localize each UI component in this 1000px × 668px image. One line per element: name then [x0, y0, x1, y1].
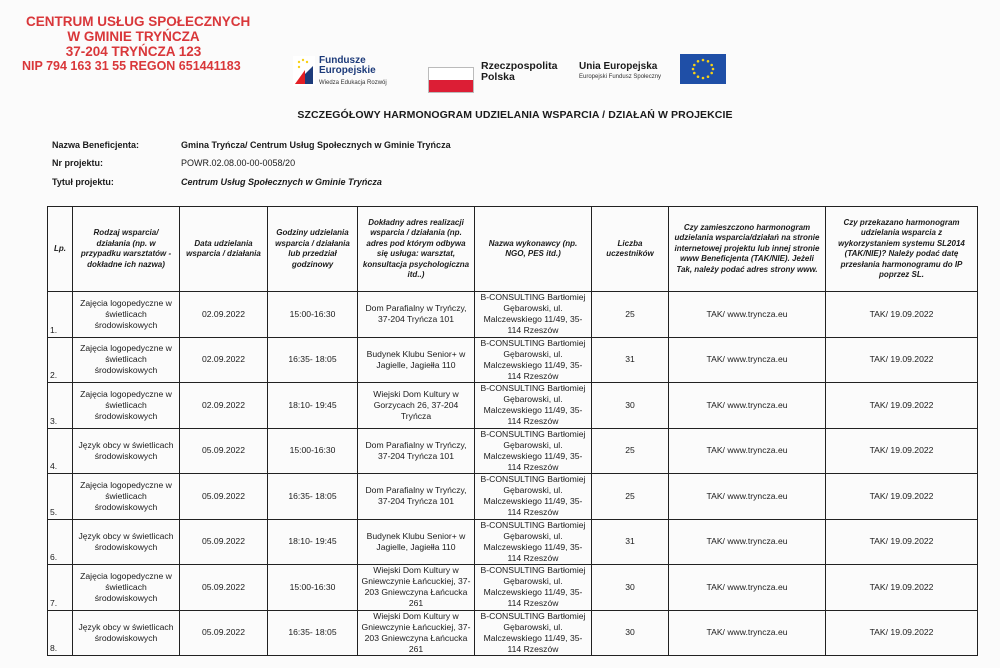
schedule-table — [47, 206, 978, 656]
cell-address: Wiejski Dom Kultury w Gorzycach 26, 37-204 Tryńcza — [358, 383, 475, 429]
cell-address: Wiejski Dom Kultury w Gniewczynie Łańcuckiej, 37-203 Gniewczyna Łańcucka 261 — [358, 610, 475, 656]
cell-count: 25 — [592, 474, 669, 520]
header-hours: Godziny udzielania wsparcia / działania lub przedział godzinowy — [268, 207, 358, 292]
cell-hours: 18:10- 19:45 — [268, 383, 358, 429]
header-address: Dokładny adres realizacji wsparcia / działania (np. adres pod którym odbywa się usługa: warsztat, konsultacja psychologiczna itd..) — [358, 207, 475, 292]
beneficiary-label: Nazwa Beneficjenta: — [52, 140, 140, 150]
cell-date: 05.09.2022 — [180, 474, 268, 520]
header-executor: Nazwa wykonawcy (np. NGO, PES itd.) — [475, 207, 592, 292]
cell-address: Dom Parafialny w Tryńczy, 37-204 Tryńcza 101 — [358, 292, 475, 338]
cell-www: TAK/ www.tryncza.eu — [669, 292, 826, 338]
table-row — [48, 519, 978, 565]
cell-count: 30 — [592, 610, 669, 656]
cell-hours: 15:00-16:30 — [268, 565, 358, 611]
polish-flag-icon — [428, 67, 474, 93]
stamp-line-4: NIP 794 163 31 55 REGON 651441183 — [22, 59, 241, 73]
header-count: Liczba uczestników — [592, 207, 669, 292]
stamp-line-1: CENTRUM USŁUG SPOŁECZNYCH — [26, 14, 251, 29]
cell-sl: TAK/ 19.09.2022 — [826, 565, 978, 611]
stamp-line-2: W GMINIE TRYŃCZA — [67, 29, 200, 44]
fundusze-europejskie-icon — [293, 56, 315, 86]
header-sl: Czy przekazano harmonogram udzielania wsparcia z wykorzystaniem systemu SL2014 (TAK/NIE)? Należy podać datę przesłania harmonogramu do IP poprzez SL. — [826, 207, 978, 292]
cell-hours: 15:00-16:30 — [268, 292, 358, 338]
cell-lp: 6. — [48, 519, 73, 565]
cell-executor: B-CONSULTING Bartłomiej Gębarowski, ul. Malczewskiego 11/49, 35-114 Rzeszów — [475, 474, 592, 520]
cell-count: 25 — [592, 292, 669, 338]
fe-title-1: Fundusze — [319, 55, 366, 66]
cell-type: Język obcy w świetlicach środowiskowych — [73, 428, 180, 474]
cell-sl: TAK/ 19.09.2022 — [826, 383, 978, 429]
cell-executor: B-CONSULTING Bartłomiej Gębarowski, ul. Malczewskiego 11/49, 35-114 Rzeszów — [475, 610, 592, 656]
cell-date: 02.09.2022 — [180, 337, 268, 383]
cell-type: Zajęcia logopedyczne w świetlicach środowiskowych — [73, 474, 180, 520]
beneficiary-value: Gmina Tryńcza/ Centrum Usług Społecznych w Gminie Tryńcza — [181, 140, 451, 150]
cell-lp: 7. — [48, 565, 73, 611]
table-row — [48, 337, 978, 383]
cell-type: Zajęcia logopedyczne w świetlicach środowiskowych — [73, 292, 180, 338]
table-row — [48, 474, 978, 520]
cell-sl: TAK/ 19.09.2022 — [826, 519, 978, 565]
table-row — [48, 428, 978, 474]
document-title: SZCZEGÓŁOWY HARMONOGRAM UDZIELANIA WSPARCIA / DZIAŁAŃ W PROJEKCIE — [297, 109, 733, 121]
cell-lp: 8. — [48, 610, 73, 656]
ue-title: Unia Europejska — [579, 61, 658, 72]
institution-stamp — [22, 14, 251, 74]
rp-title-1: Rzeczpospolita — [481, 60, 558, 72]
cell-lp: 5. — [48, 474, 73, 520]
cell-www: TAK/ www.tryncza.eu — [669, 428, 826, 474]
cell-date: 05.09.2022 — [180, 610, 268, 656]
cell-sl: TAK/ 19.09.2022 — [826, 428, 978, 474]
cell-lp: 2. — [48, 337, 73, 383]
cell-hours: 15:00-16:30 — [268, 428, 358, 474]
funding-logos — [293, 54, 733, 94]
ue-subtitle: Europejski Fundusz Społeczny — [579, 74, 662, 80]
cell-address: Budynek Klubu Senior+ w Jagielle, Jagiełła 110 — [358, 519, 475, 565]
stamp-line-3: 37-204 TRYŃCZA 123 — [65, 44, 202, 59]
cell-count: 31 — [592, 519, 669, 565]
header-date: Data udzielania wsparcia / działania — [180, 207, 268, 292]
table-row — [48, 292, 978, 338]
fe-text — [319, 56, 387, 88]
cell-sl: TAK/ 19.09.2022 — [826, 292, 978, 338]
cell-executor: B-CONSULTING Bartłomiej Gębarowski, ul. Malczewskiego 11/49, 35-114 Rzeszów — [475, 337, 592, 383]
table-row — [48, 565, 978, 611]
cell-executor: B-CONSULTING Bartłomiej Gębarowski, ul. Malczewskiego 11/49, 35-114 Rzeszów — [475, 565, 592, 611]
cell-www: TAK/ www.tryncza.eu — [669, 565, 826, 611]
cell-type: Język obcy w świetlicach środowiskowych — [73, 610, 180, 656]
cell-address: Dom Parafialny w Tryńczy, 37-204 Tryńcza 101 — [358, 474, 475, 520]
cell-www: TAK/ www.tryncza.eu — [669, 337, 826, 383]
project-no-label: Nr projektu: — [52, 158, 104, 168]
cell-executor: B-CONSULTING Bartłomiej Gębarowski, ul. Malczewskiego 11/49, 35-114 Rzeszów — [475, 292, 592, 338]
cell-date: 02.09.2022 — [180, 383, 268, 429]
cell-lp: 1. — [48, 292, 73, 338]
table-header-row — [48, 207, 978, 292]
fe-title-2: Europejskie — [319, 65, 376, 76]
cell-date: 05.09.2022 — [180, 519, 268, 565]
rp-text — [481, 61, 557, 83]
table-row — [48, 610, 978, 656]
eu-flag-icon — [680, 54, 726, 84]
cell-www: TAK/ www.tryncza.eu — [669, 610, 826, 656]
cell-lp: 3. — [48, 383, 73, 429]
cell-sl: TAK/ 19.09.2022 — [826, 337, 978, 383]
header-lp: Lp. — [48, 207, 73, 292]
cell-date: 02.09.2022 — [180, 292, 268, 338]
cell-type: Zajęcia logopedyczne w świetlicach środowiskowych — [73, 383, 180, 429]
cell-hours: 16:35- 18:05 — [268, 337, 358, 383]
cell-hours: 16:35- 18:05 — [268, 474, 358, 520]
cell-count: 30 — [592, 383, 669, 429]
fe-subtitle: Wiedza Edukacja Rozwój — [319, 80, 387, 86]
rp-title-2: Polska — [481, 71, 515, 83]
cell-www: TAK/ www.tryncza.eu — [669, 474, 826, 520]
cell-address: Dom Parafialny w Tryńczy, 37-204 Tryńcza 101 — [358, 428, 475, 474]
header-type: Rodzaj wsparcia/ działania (np. w przypadku warsztatów - dokładne ich nazwa) — [73, 207, 180, 292]
table-row — [48, 383, 978, 429]
project-no-value: POWR.02.08.00-00-0058/20 — [181, 158, 296, 168]
cell-www: TAK/ www.tryncza.eu — [669, 383, 826, 429]
cell-lp: 4. — [48, 428, 73, 474]
project-title-value: Centrum Usług Społecznych w Gminie Tryńcza — [181, 177, 382, 187]
cell-www: TAK/ www.tryncza.eu — [669, 519, 826, 565]
cell-count: 31 — [592, 337, 669, 383]
cell-executor: B-CONSULTING Bartłomiej Gębarowski, ul. Malczewskiego 11/49, 35-114 Rzeszów — [475, 428, 592, 474]
cell-date: 05.09.2022 — [180, 428, 268, 474]
cell-count: 30 — [592, 565, 669, 611]
header-www: Czy zamieszczono harmonogram udzielania wsparcia/działań na stronie internetowej projektu lub innej stronie www Beneficjenta (TAK/NIE). Jeżeli Tak, należy podać adres strony www. — [669, 207, 826, 292]
cell-hours: 16:35- 18:05 — [268, 610, 358, 656]
cell-type: Język obcy w świetlicach środowiskowych — [73, 519, 180, 565]
cell-count: 25 — [592, 428, 669, 474]
cell-sl: TAK/ 19.09.2022 — [826, 610, 978, 656]
cell-type: Zajęcia logopedyczne w świetlicach środowiskowych — [73, 565, 180, 611]
cell-sl: TAK/ 19.09.2022 — [826, 474, 978, 520]
cell-address: Budynek Klubu Senior+ w Jagielle, Jagiełła 110 — [358, 337, 475, 383]
cell-type: Zajęcia logopedyczne w świetlicach środowiskowych — [73, 337, 180, 383]
cell-address: Wiejski Dom Kultury w Gniewczynie Łańcuckiej, 37-203 Gniewczyna Łańcucka 261 — [358, 565, 475, 611]
cell-executor: B-CONSULTING Bartłomiej Gębarowski, ul. Malczewskiego 11/49, 35-114 Rzeszów — [475, 519, 592, 565]
project-title-label: Tytuł projektu: — [52, 177, 114, 187]
cell-hours: 18:10- 19:45 — [268, 519, 358, 565]
cell-executor: B-CONSULTING Bartłomiej Gębarowski, ul. Malczewskiego 11/49, 35-114 Rzeszów — [475, 383, 592, 429]
cell-date: 05.09.2022 — [180, 565, 268, 611]
